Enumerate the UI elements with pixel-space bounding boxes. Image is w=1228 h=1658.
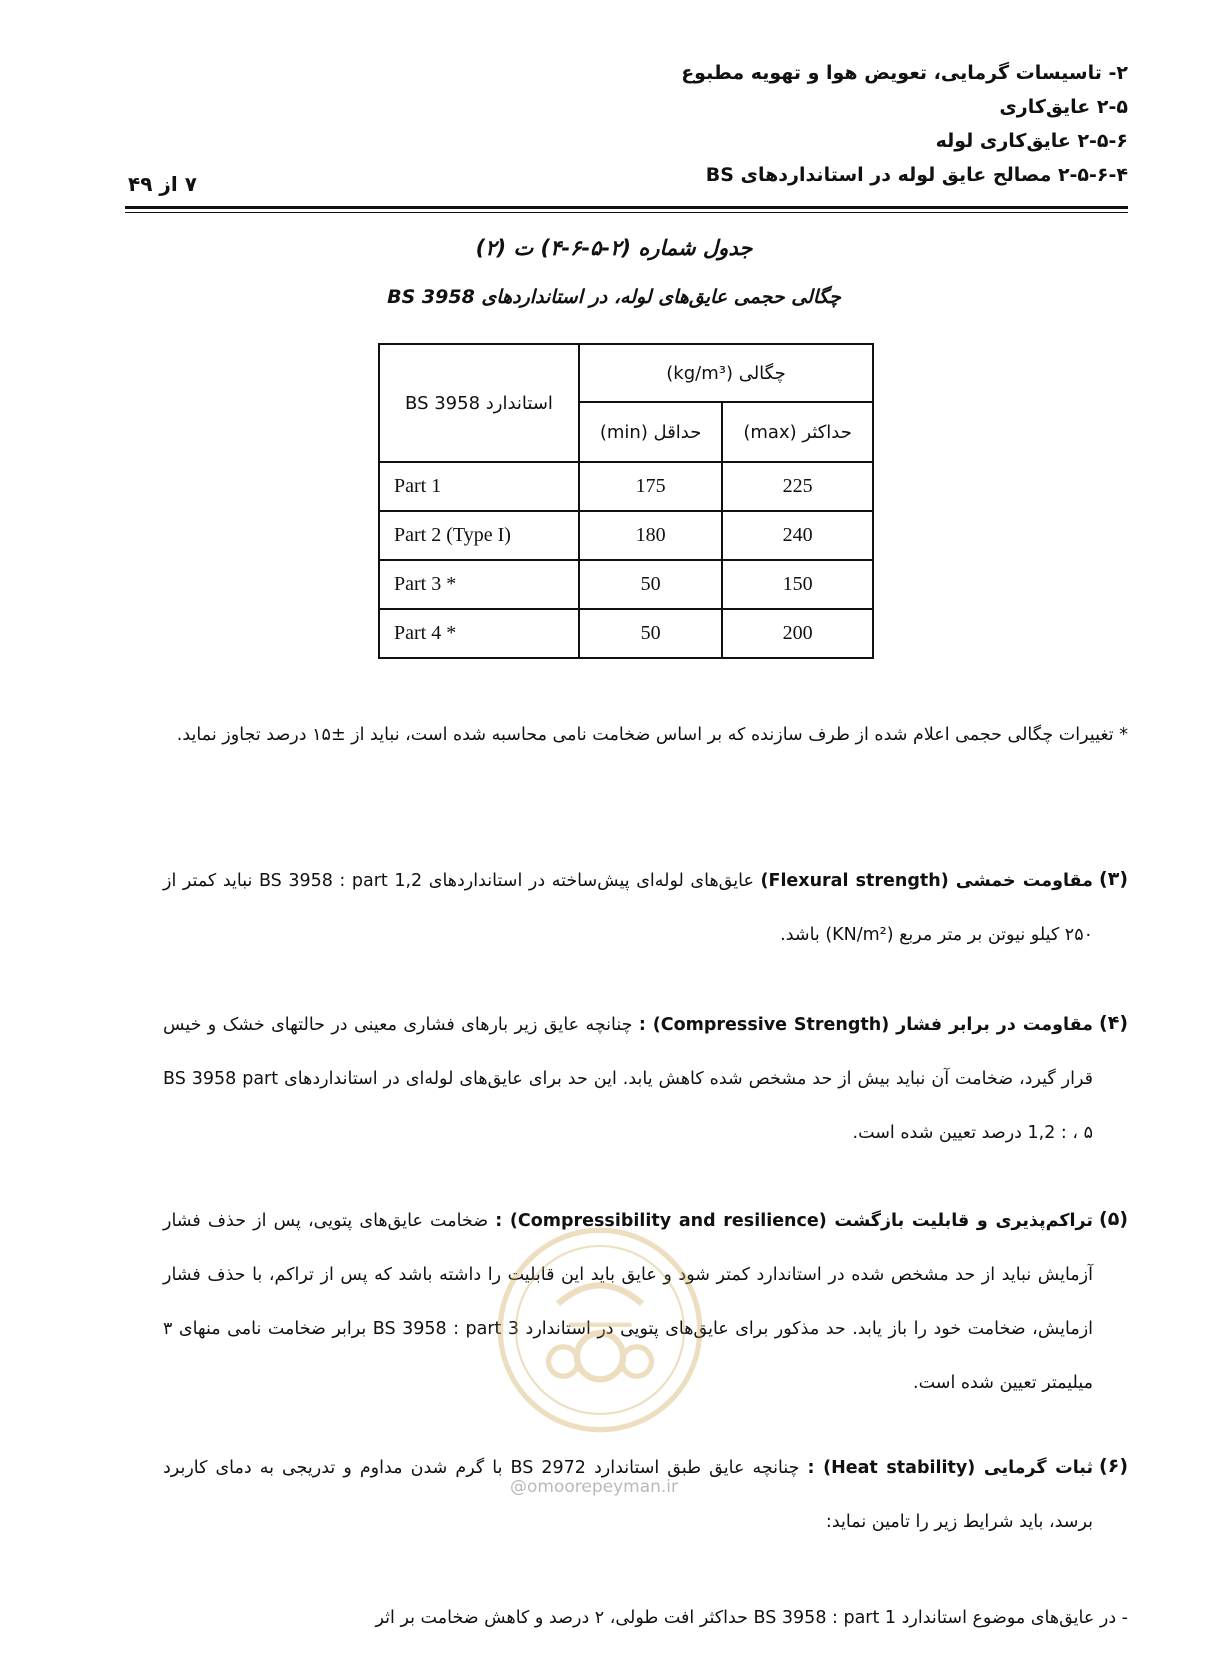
section-text: چنانچه عایق طبق استاندارد BS 2972 با گرم شدن مداوم و تدریجی به دمای کاربرد برسد، باید شرایط زیر را تامین نماید: (163, 1458, 1093, 1532)
section-title: مقاومت خمشی (Flexural strength) (760, 871, 1093, 891)
section-number: (۶) (1099, 1455, 1128, 1477)
cell-min: 175 (579, 462, 722, 511)
watermark-seal-icon (495, 1225, 705, 1435)
section-number: (۳) (1099, 868, 1128, 890)
cell-part: Part 2 (Type I) (379, 511, 579, 560)
bullet-item: - در عایق‌های موضوع استاندارد BS 3958 : part 1 حداکثر افت طولی، ۲ درصد و کاهش ضخامت بر اثر (375, 1608, 1128, 1628)
cell-max: 240 (722, 511, 873, 560)
section-title: ثبات گرمایی (Heat stability) : (807, 1458, 1094, 1478)
table-row (379, 511, 873, 560)
cell-part: Part 3 * (379, 560, 579, 609)
section-title: مقاومت در برابر فشار (Compressive Strength) : (638, 1015, 1094, 1035)
page-number: ۷ از ۴۹ (128, 172, 197, 196)
header-chapter: ۲- تاسیسات گرمایی، تعویض هوا و تهویه مطبوع (681, 62, 1128, 84)
header-section: ۲-۵ عایق‌کاری (999, 96, 1128, 118)
cell-min: 50 (579, 560, 722, 609)
cell-min: 180 (579, 511, 722, 560)
col-header-density: چگالی (kg/m³) (579, 344, 873, 402)
col-header-min: حداقل (min) (579, 402, 722, 462)
col-header-max: حداکثر (max) (722, 402, 873, 462)
col-header-standard: استاندارد BS 3958 (379, 344, 579, 462)
section-title: تراکم‌پذیری و قابلیت بازگشت (Compressibility and resilience) : (495, 1211, 1093, 1231)
header-topic: ۲-۵-۶-۴ مصالح عایق لوله در استانداردهای BS (705, 164, 1128, 186)
section-number: (۵) (1099, 1208, 1128, 1230)
watermark-site: @omoorepeyman.ir (510, 1477, 679, 1497)
section-text: ضخامت عایق‌های پتویی، پس از حذف فشار آزمایش نباید از حد مشخص شده در استاندارد کمتر شود و عایق باید این قابلیت را داشته باشد که پس از تراکم، با حذف فشار ازمایش، ضخامت خود را باز یابد. حد مذکور برای عایق‌های پتویی در استاندارد BS 3958 : part 3 برابر ضخامت نامی منهای ۳ میلیمتر تعیین شده است. (163, 1211, 1094, 1393)
table-title: چگالی حجمی عایق‌های لوله، در استانداردهای BS 3958 (387, 286, 841, 308)
table-row (379, 609, 873, 658)
cell-max: 200 (722, 609, 873, 658)
cell-part: Part 4 * (379, 609, 579, 658)
cell-max: 150 (722, 560, 873, 609)
section-text: چنانچه عایق زیر بارهای فشاری معینی در حالتهای خشک و خیس قرار گیرد، ضخامت آن نباید بیش از حد مشخص شده کاهش یابد. این حد برای عایق‌های لوله‌ای در استانداردهای BS 3958 part 1,2 : ، ۵ درصد تعیین شده است. (163, 1015, 1094, 1143)
section-compressive (163, 998, 1093, 1160)
table-footnote: * تغییرات چگالی حجمی اعلام شده از طرف سازنده که بر اساس ضخامت نامی محاسبه شده است، نباید از ±۱۵ درصد تجاوز نماید. (176, 725, 1128, 745)
cell-max: 225 (722, 462, 873, 511)
section-flexural (163, 854, 1093, 962)
header-divider-thin (125, 212, 1128, 213)
header-subsection: ۲-۵-۶ عایق‌کاری لوله (935, 130, 1128, 152)
section-text: عایق‌های لوله‌ای پیش‌ساخته در استانداردهای BS 3958 : part 1,2 نباید کمتر از ۲۵۰ کیلو نیوتن بر متر مربع (KN/m²) باشد. (163, 871, 1093, 945)
cell-part: Part 1 (379, 462, 579, 511)
density-table (378, 343, 874, 659)
section-number: (۴) (1099, 1012, 1128, 1034)
table-number: جدول شماره (۲-۵-۶-۴) ت (۲) (475, 236, 753, 260)
header-divider (125, 206, 1128, 209)
cell-min: 50 (579, 609, 722, 658)
table-row (379, 462, 873, 511)
table-row (379, 560, 873, 609)
